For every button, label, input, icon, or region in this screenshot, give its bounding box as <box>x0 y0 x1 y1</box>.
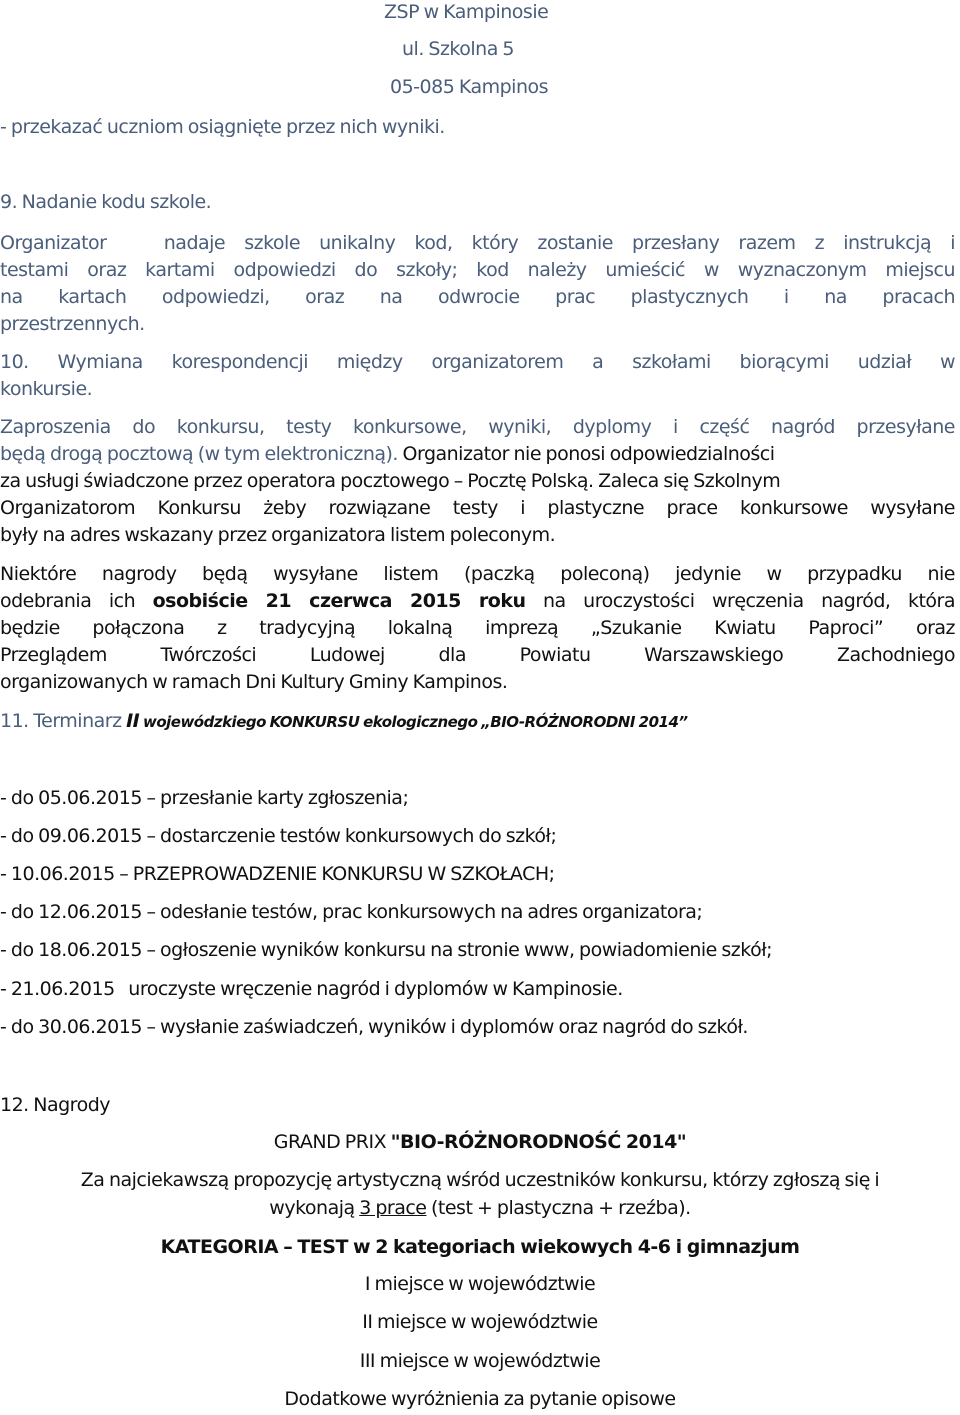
schedule-item: - do 12.06.2015 – odesłanie testów, prac konkursowych na adres organizatora; <box>0 901 703 923</box>
section10-p2-line: organizowanych w ramach Dni Kultury Gminy Kampinos. <box>0 671 508 693</box>
place-item: Dodatkowe wyróżnienia za pytanie opisowe <box>284 1388 676 1410</box>
grand-prix-desc: wykonają 3 prace (test + plastyczna + rzeźba). <box>269 1197 691 1219</box>
section10-p1-line: były na adres wskazany przez organizatora listem poleconym. <box>0 524 556 546</box>
schedule-item: - do 18.06.2015 – ogłoszenie wyników konkursu na stronie www, powiadomienie szkół; <box>0 939 773 961</box>
schedule-item: - do 09.06.2015 – dostarczenie testów konkursowych do szkół; <box>0 825 557 847</box>
section10-p1-line: Organizatorom Konkursu żeby rozwiązane testy i plastyczne prace konkursowe wysyłane <box>0 497 955 519</box>
school-street: ul. Szkolna 5 <box>402 38 514 60</box>
schedule-item: - 21.06.2015 uroczyste wręczenie nagród i dyplomów w Kampinosie. <box>0 978 623 1000</box>
place-item: II miejsce w województwie <box>362 1311 598 1333</box>
section9-line: testami oraz kartami odpowiedzi do szkoły; kod należy umieścić w wyznaczonym miejscu <box>0 259 955 281</box>
section12-heading: 12. Nagrody <box>0 1094 110 1116</box>
section10-p2-line: odebrania ich osobiście 21 czerwca 2015 roku na uroczystości wręczenia nagród, która <box>0 590 955 612</box>
place-item: III miejsce w województwie <box>359 1350 601 1372</box>
intro-tail: - przekazać uczniom osiągnięte przez nich wyniki. <box>0 116 445 138</box>
place-item: I miejsce w województwie <box>364 1273 596 1295</box>
section10-heading: 10. Wymiana korespondencji między organizatorem a szkołami biorącymi udział w <box>0 351 955 373</box>
category-heading: KATEGORIA – TEST w 2 kategoriach wiekowych 4-6 i gimnazjum <box>160 1236 800 1258</box>
section10-p2-line: będzie połączona z tradycyjną lokalną imprezą „Szukanie Kwiatu Paproci” oraz <box>0 617 955 639</box>
section10-p1-line: Zaproszenia do konkursu, testy konkursowe, wyniki, dyplomy i część nagród przesyłane <box>0 416 955 438</box>
section10-p2-line: Niektóre nagrody będą wysyłane listem (paczką poleconą) jedynie w przypadku nie <box>0 563 955 585</box>
section9-heading: 9. Nadanie kodu szkole. <box>0 191 212 213</box>
ceremony-date: osobiście 21 czerwca 2015 roku <box>152 590 526 612</box>
section9-line: Organizator nadaje szkole unikalny kod, który zostanie przesłany razem z instrukcją i <box>0 232 955 254</box>
grand-prix-title: GRAND PRIX "BIO-RÓŻNORODNOŚĆ 2014" <box>273 1131 687 1153</box>
grand-prix-desc: Za najciekawszą propozycję artystyczną wśród uczestników konkursu, którzy zgłoszą się i <box>80 1169 880 1191</box>
section9-line: przestrzennych. <box>0 313 145 335</box>
section10-heading-cont: konkursie. <box>0 378 93 400</box>
section9-line: na kartach odpowiedzi, oraz na odwrocie prac plastycznych i na pracach <box>0 286 955 308</box>
section11-heading: 11. Terminarz II wojewódzkiego KONKURSU ekologicznego „BIO-RÓŻNORODNI 2014” <box>0 710 688 732</box>
school-name: ZSP w Kampinosie <box>384 1 549 23</box>
school-postcode: 05-085 Kampinos <box>390 76 549 98</box>
section10-p1-line: będą drogą pocztową (w tym elektroniczną). Organizator nie ponosi odpowiedzialności <box>0 443 775 465</box>
schedule-item: - 10.06.2015 – PRZEPROWADZENIE KONKURSU W SZKOŁACH; <box>0 863 555 885</box>
schedule-item: - do 30.06.2015 – wysłanie zaświadczeń, wyników i dyplomów oraz nagród do szkół. <box>0 1016 748 1038</box>
schedule-item: - do 05.06.2015 – przesłanie karty zgłoszenia; <box>0 787 409 809</box>
section10-p1-line: za usługi świadczone przez operatora pocztowego – Pocztę Polską. Zaleca się Szkolnym <box>0 470 781 492</box>
section10-p2-line: Przeglądem Twórczości Ludowej dla Powiatu Warszawskiego Zachodniego <box>0 644 955 666</box>
